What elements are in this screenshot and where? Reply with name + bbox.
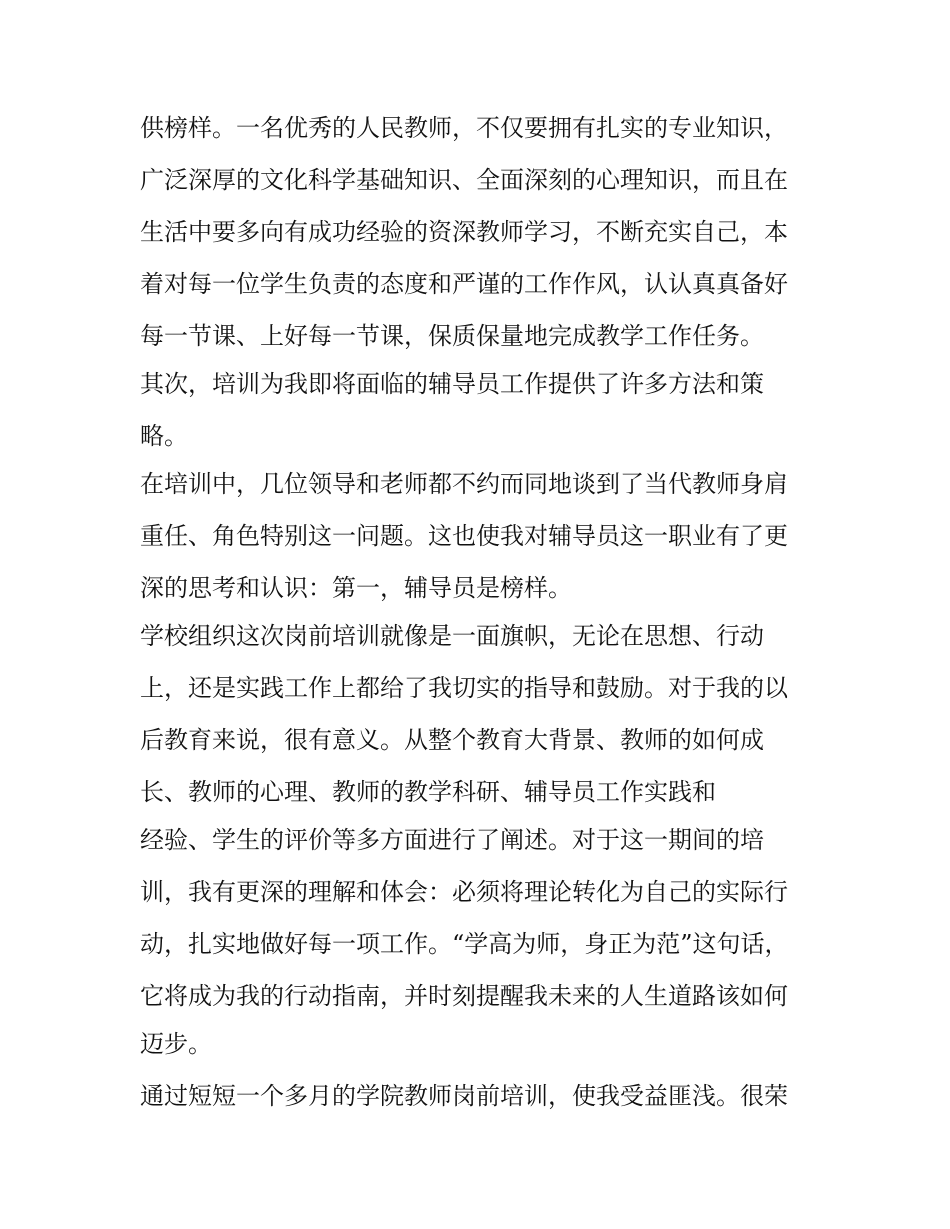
text-line: 训，我有更深的理解和体会：必须将理论转化为自己的实际行 <box>140 878 788 906</box>
text-line: 着对每一位学生负责的态度和严谨的工作作风，认认真真备好 <box>140 270 788 298</box>
text-line: 经验、学生的评价等多方面进行了阐述。对于这一期间的培 <box>140 826 764 854</box>
text-line: 生活中要多向有成功经验的资深教师学习，不断充实自己，本 <box>140 218 788 246</box>
text-line: 动，扎实地做好每一项工作。“学高为师，身正为范”这句话， <box>140 930 789 958</box>
text-line: 后教育来说，很有意义。从整个教育大背景、教师的如何成 <box>140 726 764 754</box>
text-line: 每一节课、上好每一节课，保质保量地完成教学工作任务。 <box>140 322 764 350</box>
text-line: 重任、角色特别这一问题。这也使我对辅导员这一职业有了更 <box>140 522 788 550</box>
text-line: 迈步。 <box>140 1030 212 1058</box>
text-line: 广泛深厚的文化科学基础知识、全面深刻的心理知识，而且在 <box>140 166 788 194</box>
text-line: 它将成为我的行动指南，并时刻提醒我未来的人生道路该如何 <box>140 982 788 1010</box>
text-line: 长、教师的心理、教师的教学科研、辅导员工作实践和 <box>140 778 716 806</box>
text-line: 学校组织这次岗前培训就像是一面旗帜，无论在思想、行动 <box>140 622 764 650</box>
text-line: 上，还是实践工作上都给了我切实的指导和鼓励。对于我的以 <box>140 674 788 702</box>
text-line: 供榜样。一名优秀的人民教师，不仅要拥有扎实的专业知识， <box>140 114 788 142</box>
text-line: 在培训中，几位领导和老师都不约而同地谈到了当代教师身肩 <box>140 470 788 498</box>
text-line: 略。 <box>140 422 188 450</box>
text-line: 通过短短一个多月的学院教师岗前培训，使我受益匪浅。很荣 <box>140 1082 788 1110</box>
text-line: 深的思考和认识：第一，辅导员是榜样。 <box>140 574 572 602</box>
text-line: 其次，培训为我即将面临的辅导员工作提供了许多方法和策 <box>140 370 764 398</box>
